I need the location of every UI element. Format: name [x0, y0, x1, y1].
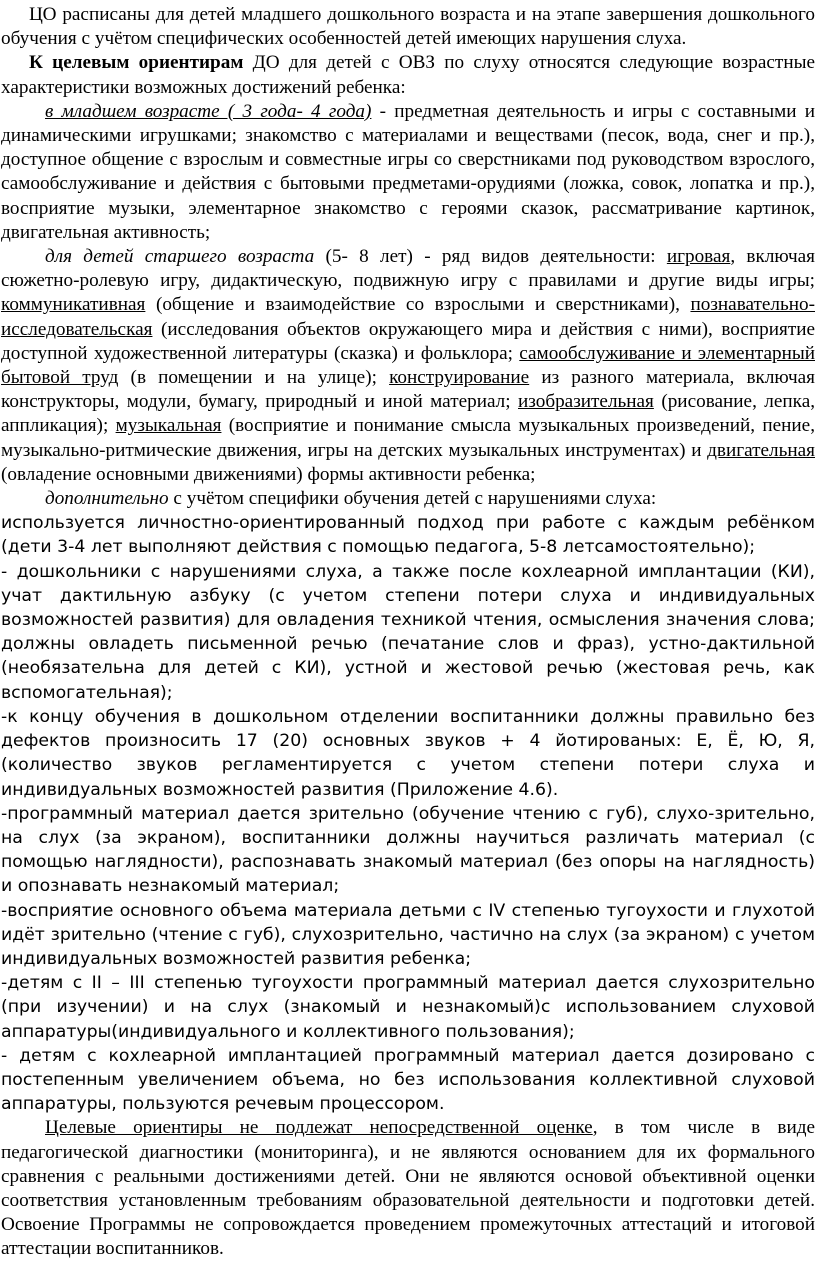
activity-visual: изобразительная	[518, 391, 654, 413]
paragraph-targets	[1, 51, 815, 99]
additional-text: с учётом специфики обучения детей с нарушениями слуха:	[168, 488, 657, 510]
activity-motor: двигательная	[707, 439, 815, 461]
older-age-text: , включая сюжетно-ролевую игру, дидактическую, подвижную игру с правилами и другие виды игры;	[1, 246, 815, 292]
list-item: - детям с кохлеарной имплантацией программный материал дается дозировано с постепенным увеличением объема, но без использования коллективной слуховой аппаратуры, пользуются речевым процессором.	[1, 1045, 815, 1115]
older-age-text: (общение и взаимодействие со взрослыми и сверстниками),	[145, 294, 691, 316]
paragraph-intro	[1, 3, 815, 51]
younger-age-label: в младшем возрасте ( 3 года- 4 года)	[45, 100, 372, 122]
older-age-text: (восприятие и понимание смысла музыкальных произведений, пение, музыкально-ритмические движения, игры на детских музыкальных инструментах) и	[1, 415, 815, 461]
older-age-text: (овладение основными движениями) формы активности ребенка;	[1, 463, 536, 485]
activity-communicative: коммуникативная	[1, 294, 146, 316]
younger-age-text: - предметная деятельность и игры с составными и динамическими игрушками; знакомство с материалами и веществами (песок, вода, снег и пр.), доступное общение с взрослым и совместные игры со сверстниками под руководством взрослого, самообслуживание и действия с бытовыми предметами-орудиями (ложка, совок, лопатка и пр.), восприятие музыки, элементарное знакомство с героями сказок, рассматривание картинок, двигательная активность;	[1, 100, 815, 243]
list-item: - дошкольники с нарушениями слуха, а также после кохлеарной имплантации (КИ), учат дактильную азбуку (с учетом степени потери слуха и индивидуальных возможностей развития) для овладения техникой чтения, осмысления значения слова; должны овладеть письменной речью (печатание слов и фраз), устно-дактильной (необязательна для детей с КИ), устной и жестовой речью (жестовая речь, как вспомогательная);	[1, 561, 815, 703]
targets-heading: К целевым ориентирам	[29, 52, 244, 74]
list-item: используется личностно-ориентированный подход при работе с каждым ребёнком (дети 3-4 лет выполняют действия с помощью педагога, 5-8 летсамостоятельно);	[1, 513, 815, 558]
activity-cognitive: познавательно-исследовательская	[1, 294, 815, 340]
list-item: -детям с II – III степенью тугоухости программный материал дается слухозрительно (при изучении) и на слух (знакомый и незнакомый)с использованием слуховой аппаратуры(индивидуального и коллективного пользования);	[1, 973, 815, 1042]
paragraph-younger-age	[1, 100, 815, 245]
activity-musical: музыкальная	[115, 415, 222, 437]
paragraph-older-age	[1, 245, 815, 487]
paragraph-additional	[1, 487, 815, 511]
older-age-text: (рисование, лепка, аппликация);	[1, 391, 816, 437]
intro-text: ЦО расписаны для детей младшего дошкольного возраста и на этапе завершения дошкольного обучения с учётом специфических особенностей детей имеющих нарушения слуха.	[1, 4, 815, 50]
older-age-label: для детей старшего возраста	[45, 246, 315, 268]
final-lead: Целевые ориентиры не подлежат непосредственной оценке	[45, 1117, 593, 1139]
activity-self-service: самообслуживание и элементарный бытовой труд	[1, 342, 815, 389]
list-item: -к концу обучения в дошкольном отделении воспитанники должны правильно без дефектов произносить 17 (20) основных звуков + 4 йотированых: Е, Ё, Ю, Я, (количество звуков регламентируется с учетом степени потери слуха и индивидуальных возможностей развития (Приложение 4.6).	[1, 706, 815, 800]
list-item: -программный материал дается зрительно (обучение чтению с губ), слухо-зрительно, на слух (за экраном), воспитанники должны научиться различать материал (с помощью наглядности), распознавать знакомый материал (без опоры на наглядность) и опознавать незнакомый материал;	[1, 803, 815, 897]
final-text: , в том числе в виде педагогической диагностики (мониторинга), и не являются основанием для их формального сравнения с реальными достижениями детей. Они не являются основой объективной оценки соответствия установленным требованиям образовательной деятельности и подготовки детей. Освоение Программы не сопровождается проведением промежуточных аттестаций и итоговой аттестации воспитанников.	[1, 1117, 815, 1260]
targets-text: ДО для детей с ОВЗ по слуху относятся следующие возрастные характеристики возможных достижений ребенка:	[1, 52, 815, 98]
list-item: -восприятие основного объема материала детьми с IV степенью тугоухости и глухотой идёт зрительно (чтение с губ), слухозрительно, частично на слух (за экраном) с учетом индивидуальных возможностей развития ребенка;	[1, 900, 815, 969]
older-age-text: из разного материала, включая конструкторы, модули, бумагу, природный и иной материал;	[1, 367, 816, 413]
activity-construction: конструирование	[389, 367, 530, 389]
activity-play: игровая	[666, 246, 731, 268]
older-age-text: (5- 8 лет) - ряд видов деятельности:	[314, 246, 667, 268]
older-age-text: (исследования объектов окружающего мира и действия с ними), восприятие доступной художественной литературы (сказка) и фольклора;	[1, 318, 815, 364]
paragraph-final	[1, 1116, 815, 1261]
older-age-text: (в помещении и на улице);	[118, 367, 390, 389]
additional-label: дополнительно	[45, 488, 169, 510]
